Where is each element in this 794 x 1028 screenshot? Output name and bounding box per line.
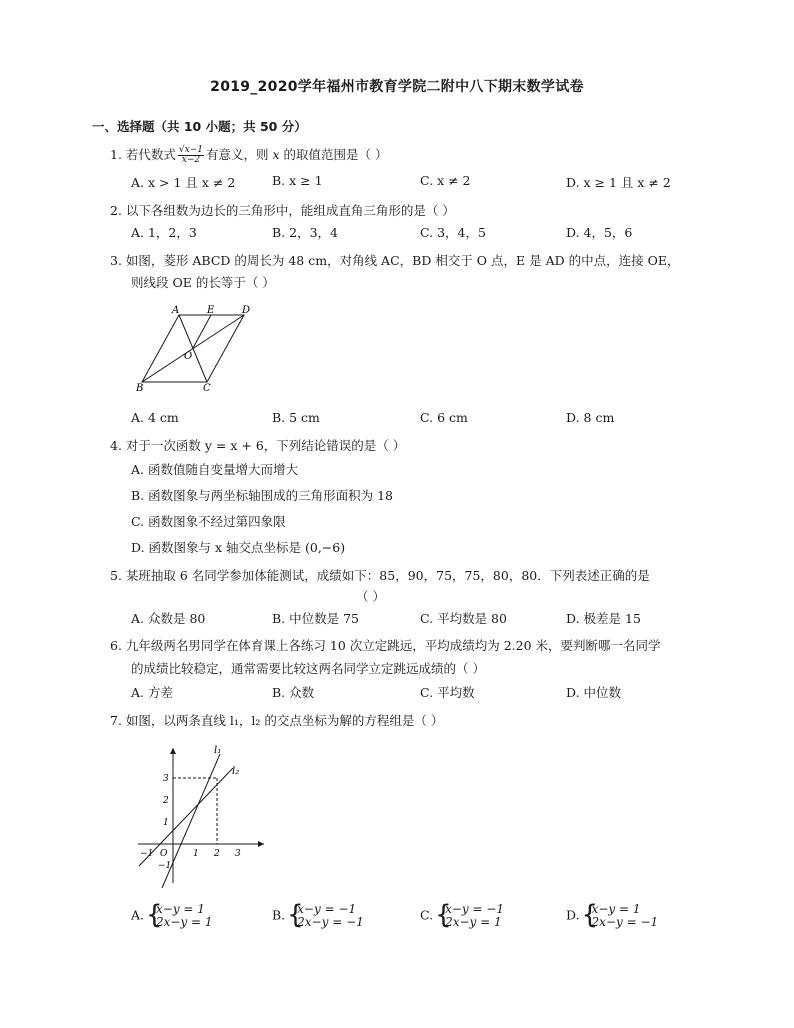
- question-6-line-2: 的成绩比较稳定，通常需要比较这两名同学立定跳远成绩的（ ）: [131, 661, 485, 676]
- q7-c-eq2: 2x−y = 1: [445, 915, 502, 929]
- tick-y-2: 2: [163, 796, 169, 806]
- label-origin: O: [160, 849, 168, 859]
- q2-option-b[interactable]: B. 2，3，4: [272, 225, 338, 240]
- question-3-line-2: 则线段 OE 的长等于（ ）: [131, 275, 275, 290]
- question-1: [110, 145, 387, 165]
- q5-option-d[interactable]: D. 极差是 15: [566, 611, 641, 626]
- tick-y-1: 1: [163, 818, 169, 828]
- q7-option-a-system: [148, 903, 213, 929]
- q7-c-eq1: { x−y = −1: [445, 902, 505, 916]
- q2-option-a[interactable]: A. 1，2，3: [131, 225, 197, 240]
- question-2: 2. 以下各组数为边长的三角形中，能组成直角三角形的是（ ）: [110, 203, 455, 218]
- q7-a-eq2: 2x−y = 1: [156, 915, 213, 929]
- q7-option-a[interactable]: [131, 903, 213, 929]
- label-l1: l₁: [214, 745, 222, 756]
- q6-option-c[interactable]: C. 平均数: [420, 685, 475, 700]
- question-6-line-1: 6. 九年级两名男同学在体育课上各练习 10 次立定跳远，平均成绩均为 2.20 米，要判断哪一名同学: [110, 638, 661, 653]
- q6-option-d[interactable]: D. 中位数: [566, 685, 622, 700]
- q7-option-d-letter: D.: [566, 907, 580, 923]
- question-4: 4. 对于一次函数 y = x + 6，下列结论错误的是（ ）: [110, 438, 406, 453]
- q5-option-c[interactable]: C. 平均数是 80: [420, 611, 507, 626]
- label-a: A: [172, 305, 180, 316]
- q1-option-a[interactable]: A. x > 1 且 x ≠ 2: [131, 175, 236, 190]
- q1-frac-numerator: √x−1: [178, 145, 203, 155]
- rhombus-figure: [134, 303, 264, 393]
- label-c: C: [203, 383, 211, 393]
- q3-option-d[interactable]: D. 8 cm: [566, 410, 615, 425]
- q4-option-c[interactable]: C. 函数图象不经过第四象限: [131, 514, 286, 529]
- label-o: O: [184, 351, 193, 362]
- q3-option-c[interactable]: C. 6 cm: [420, 410, 468, 425]
- q7-option-c-letter: C.: [420, 907, 434, 923]
- q1-option-b[interactable]: B. x ≥ 1: [272, 173, 323, 188]
- q2-option-d[interactable]: D. 4，5，6: [566, 225, 633, 240]
- q3-option-b[interactable]: B. 5 cm: [272, 410, 320, 425]
- q5-option-b[interactable]: B. 中位数是 75: [272, 611, 360, 626]
- q7-d-eq2: 2x−y = −1: [591, 915, 659, 929]
- q4-option-d[interactable]: D. 函数图象与 x 轴交点坐标是 (0,−6): [131, 540, 346, 555]
- q1-var: x: [272, 147, 280, 162]
- q7-option-b[interactable]: [272, 903, 364, 929]
- tick-y-3: 3: [163, 774, 169, 784]
- q4-option-b[interactable]: B. 函数图象与两坐标轴围成的三角形面积为 18: [131, 488, 394, 503]
- label-e: E: [207, 305, 215, 316]
- line-graph-figure: [130, 740, 280, 890]
- q1-fraction: [178, 146, 204, 165]
- question-3-line-1: 3. 如图，菱形 ABCD 的周长为 48 cm，对角线 AC，BD 相交于 O 点，E 是 AD 的中点，连接 OE，: [110, 253, 680, 268]
- diagonal-bd: [142, 315, 244, 382]
- question-5: 5. 某班抽取 6 名同学参加体能测试，成绩如下：85，90，75，75，80，80．下列表述正确的是: [110, 568, 650, 583]
- q7-b-eq2: 2x−y = −1: [297, 915, 364, 929]
- q7-option-c-system: [437, 903, 504, 929]
- q7-d-eq1: { x−y = 1: [591, 902, 641, 916]
- tick-x-2: 2: [214, 849, 220, 859]
- tick-y-neg1: −1: [158, 861, 172, 871]
- q1-frac-denominator: x−2: [181, 155, 201, 165]
- q5-option-a[interactable]: A. 众数是 80: [131, 611, 206, 626]
- q3-option-a[interactable]: A. 4 cm: [131, 410, 179, 425]
- q2-option-c[interactable]: C. 3，4，5: [420, 225, 486, 240]
- q5-paren: （ ）: [356, 589, 385, 604]
- q6-option-a[interactable]: A. 方差: [131, 685, 173, 700]
- q7-option-d-system: [584, 903, 659, 929]
- q6-option-b[interactable]: B. 众数: [272, 685, 315, 700]
- q7-option-a-letter: A.: [131, 907, 145, 923]
- q7-option-b-system: [289, 903, 364, 929]
- q1-prefix: 1. 若代数式: [110, 147, 176, 162]
- page-title: 2019_2020学年福州市教育学院二附中八下期末数学试卷: [210, 79, 584, 95]
- q1-suffix-b: 的取值范围是（ ）: [279, 147, 388, 162]
- section-heading: 一、选择题（共 10 小题；共 50 分）: [92, 119, 307, 134]
- tick-x-1: 1: [193, 849, 199, 859]
- label-d: D: [242, 305, 251, 316]
- label-b: B: [136, 383, 144, 393]
- q7-b-eq1: { x−y = −1: [297, 902, 357, 916]
- tick-x-3: 3: [235, 849, 241, 859]
- q4-option-a[interactable]: A. 函数值随自变量增大而增大: [131, 462, 298, 477]
- q7-a-eq1: { x−y = 1: [156, 902, 205, 916]
- q1-option-c[interactable]: C. x ≠ 2: [420, 173, 471, 188]
- label-l2: l₂: [232, 766, 240, 777]
- q1-option-d[interactable]: D. x ≥ 1 且 x ≠ 2: [566, 175, 671, 190]
- q1-suffix-a: 有意义，则: [205, 147, 273, 162]
- q7-option-b-letter: B.: [272, 907, 286, 923]
- q7-option-c[interactable]: [420, 903, 504, 929]
- question-7: 7. 如图，以两条直线 l₁，l₂ 的交点坐标为解的方程组是（ ）: [110, 713, 444, 728]
- q7-option-d[interactable]: [566, 903, 658, 929]
- tick-x-neg1: −1: [140, 849, 154, 859]
